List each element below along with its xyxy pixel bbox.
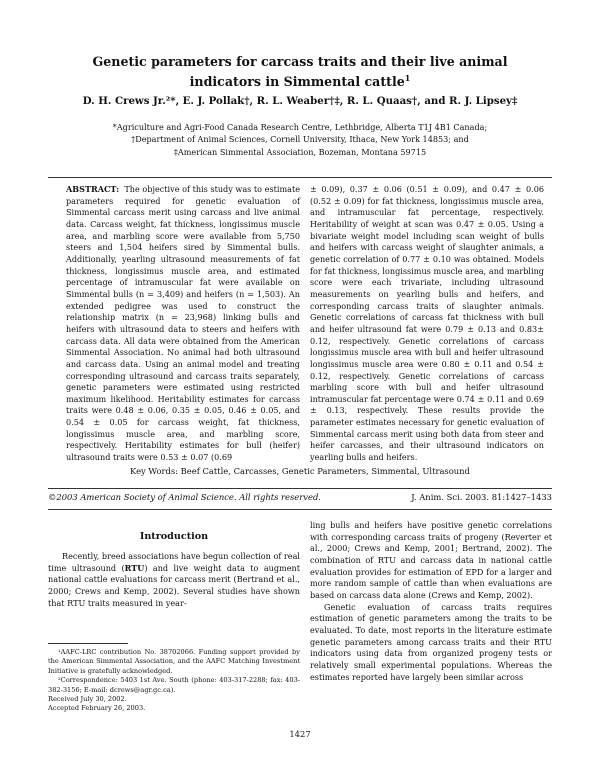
affiliation-1: *Agriculture and Agri-Food Canada Research Centre, Lethbridge, Alberta T1J 4B1 Canada;: [112, 122, 488, 132]
footnote-1: ¹AAFC-LRC contribution No. 38702066. Funding support provided by the American Simmental Association, and the AAFC Matching Investment Initiative is gratefully acknowledged.: [48, 648, 300, 675]
paper-title: [40, 54, 560, 90]
page-number: 1427: [289, 729, 311, 739]
title-line-1: Genetic parameters for carcass traits and their live animal: [92, 54, 508, 69]
footnotes: [48, 648, 300, 714]
received-date: Received July 30, 2002.: [48, 695, 127, 704]
title-line-2: [40, 70, 560, 90]
intro-paragraph-2: Genetic evaluation of carcass traits requires estimation of genetic parameters among the traits to be evaluated. To date, most reports in the literature estimate genetic parameters among carcass traits and their RTU indicators using data from organized progeny tests or relatively small experimental populations. Whereas the estimates reported have largely been similar across: [310, 601, 552, 682]
intro-right-column: [310, 520, 552, 683]
introduction-heading: Introduction: [139, 531, 209, 542]
affiliations: [40, 121, 560, 158]
copyright: ©2003 American Society of Animal Science. All rights reserved.: [48, 492, 321, 502]
title-line-2-text: indicators in Simmental cattle: [189, 74, 405, 90]
intro-rtu-abbrev: RTU: [124, 562, 145, 573]
intro-paragraph-continued: ling bulls and heifers have positive genetic correlations with corresponding carcass traits of progeny (Reverter et al., 2000; Crews and Kemp, 2001; Bertrand, 2002). The combination of RTU and carcass data in national cattle evaluation provides for estimation of EPD for a larger and more random sample of cattle than when evaluations are based on carcass data alone (Crews and Kemp, 2002).: [310, 520, 552, 600]
abstract-text-left: The objective of this study was to estimate parameters required for genetic evaluation of Simmental carcass merit using carcass and live animal data. Carcass weight, fat thickness, longissimus muscle area, and marbling score were available from 5,750 steers and 1,504 heifers sired by Simmental bulls. Additionally, yearling ultrasound measurements of fat thickness, longissimus muscle area, and estimated percentage of intramuscular fat were available on Simmental bulls (n = 3,409) and heifers (n = 1,503). An extended pedigree was used to construct the relationship matrix (n = 23,968) linking bulls and heifers with ultrasound data to steers and heifers with carcass data. All data were obtained from the American Simmental Association. No animal had both ultrasound and carcass data. Using an animal model and treating corresponding ultrasound and carcass traits separately, genetic parameters were estimated using restricted maximum likelihood. Heritability estimates for carcass traits were 0.48 ± 0.06, 0.35 ± 0.05, 0.46 ± 0.05, and 0.54 ± 0.05 for carcass weight, fat thickness, longissimus muscle area, and marbling score, respectively. Heritability estimates for bull (heifer) ultrasound traits were 0.53 ± 0.07 (0.69: [66, 184, 300, 463]
abstract-left-column: [66, 184, 300, 464]
title-footnote-marker: 1: [404, 73, 411, 83]
affiliation-2: †Department of Animal Sciences, Cornell University, Ithaca, New York 14853; and: [131, 134, 469, 145]
intro-p1-end: ) and live weight data to augment national cattle evaluations for carcass merit (Bertrand et al., 2000; Crews and Kemp, 2002). Several studies have shown that RTU traits measured in year-: [48, 562, 300, 608]
journal-citation: J. Anim. Sci. 2003. 81:1427–1433: [411, 492, 552, 502]
intro-p1-start: Recently, breed associations have begun collection of real time ultrasound (: [48, 551, 300, 573]
keywords: Key Words: Beef Cattle, Carcasses, Genetic Parameters, Simmental, Ultrasound: [130, 466, 470, 476]
section-divider: [48, 509, 552, 510]
affiliation-3: ‡American Simmental Association, Bozeman, Montana 59715: [173, 146, 427, 157]
footnote-2: ²Correspondence: 5403 1st Ave. South (phone: 403-317-2288; fax: 403-382-3156; E-mail: dcrews@agr.gc.ca).: [48, 676, 300, 694]
abstract-right-column: ± 0.09), 0.37 ± 0.06 (0.51 ± 0.09), and 0.47 ± 0.06 (0.52 ± 0.09) for fat thickness, longissimus muscle area, and intramuscular fat percentage, respectively. Heritability of weight at scan was 0.47 ± 0.05. Using a bivariate weight model including scan weight of bulls and heifers with carcass weight of slaughter animals, a genetic correlation of 0.77 ± 0.10 was obtained. Models for fat thickness, longissimus muscle area, and marbling score were each trivariate, including ultrasound measurements on yearling bulls and heifers, and corresponding carcass traits of slaughter animals. Genetic correlations of carcass fat thickness with bull and heifer ultrasound fat were 0.79 ± 0.13 and 0.83± 0.12, respectively. Genetic correlations of carcass longissimus muscle area with bull and heifer ultrasound longissimus muscle area were 0.80 ± 0.11 and 0.54 ± 0.12, respectively. Genetic correlations of carcass marbling score with bull and heifer ultrasound intramuscular fat percentage were 0.74 ± 0.11 and 0.69 ± 0.13, respectively. These results provide the parameter estimates necessary for genetic evaluation of Simmental carcass merit using both data from steer and heifer carcasses, and their ultrasound indicators on yearling bulls and heifers.: [310, 184, 544, 463]
intro-paragraph-1: [48, 551, 300, 609]
intro-left-column: [48, 551, 300, 609]
footnote-rule: [48, 643, 128, 644]
abstract-label: ABSTRACT:: [66, 184, 120, 194]
author-list: D. H. Crews Jr.²*, E. J. Pollak†, R. L. Weaber†‡, R. L. Quaas†, and R. J. Lipsey‡: [82, 95, 518, 107]
accepted-date: Accepted February 26, 2003.: [48, 704, 146, 713]
